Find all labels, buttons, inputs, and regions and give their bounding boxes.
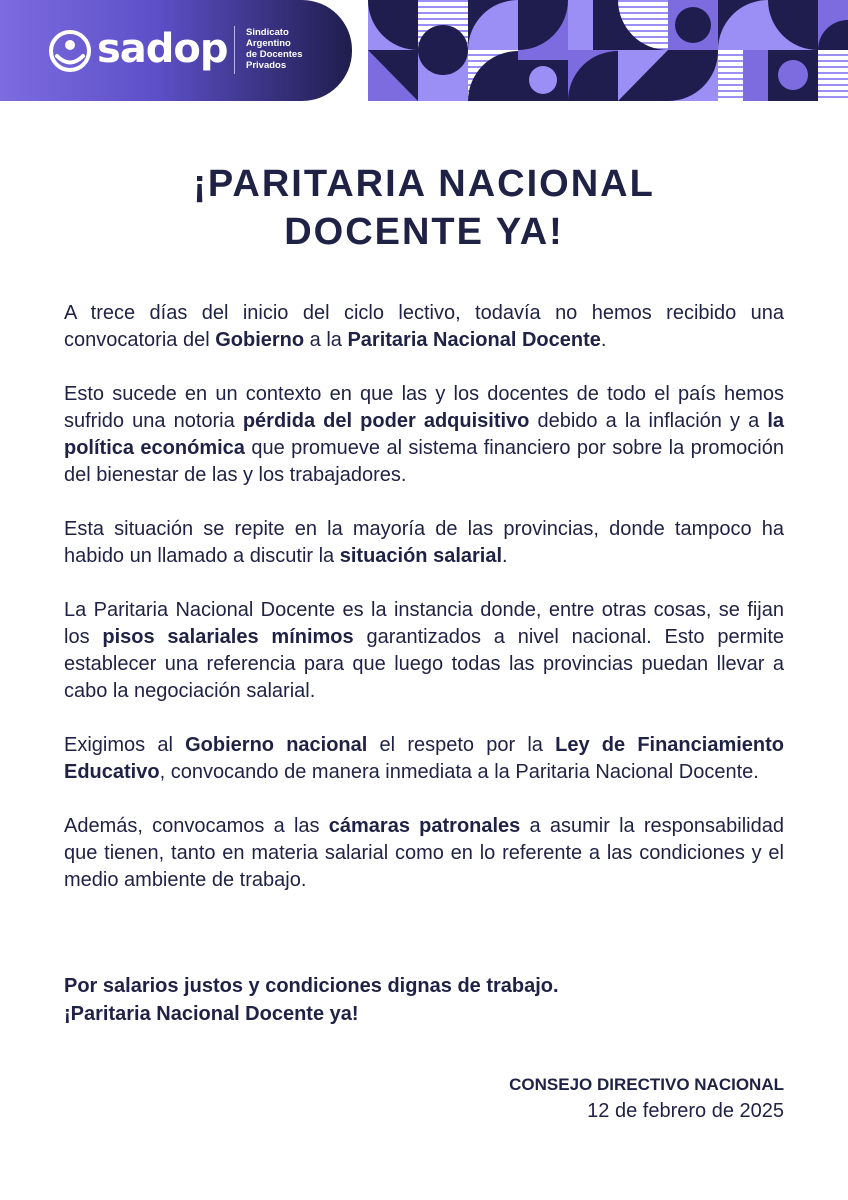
body-paragraph [64, 732, 784, 786]
paragraph-text: Además, convocamos a las [64, 815, 329, 837]
paragraph-text: A trece días del inicio del ciclo lectivo, todavía no hemos recibido una convocatoria del [64, 302, 784, 351]
sadop-logo-icon [48, 29, 92, 73]
logo-wordmark: sadop [97, 26, 228, 72]
signature-date: 12 de febrero de 2025 [587, 1100, 784, 1122]
body-paragraph [64, 597, 784, 705]
paragraph-text: garantizados a nivel nacional. Esto permite establecer una referencia para que luego todas las provincias puedan llevar a cabo la negociación salarial. [64, 626, 785, 702]
body-paragraph [64, 516, 784, 570]
logo-subtitle-line: Argentino [246, 38, 291, 49]
paragraph-text: que promueve al sistema financiero por sobre la promoción del bienestar de las y los trabajadores. [64, 437, 784, 486]
body-paragraph [64, 813, 784, 894]
emphasis-text: Paritaria Nacional Docente [347, 329, 601, 351]
signature-organization: CONSEJO DIRECTIVO NACIONAL [509, 1075, 784, 1094]
closing-line: ¡Paritaria Nacional Docente ya! [64, 1003, 359, 1025]
emphasis-text: la política económica [64, 410, 784, 459]
geometric-pattern-decoration [368, 0, 848, 101]
emphasis-text: Gobierno [215, 329, 305, 351]
paragraph-text: . [600, 329, 607, 351]
emphasis-text: pérdida del poder adquisitivo [242, 410, 530, 432]
paragraph-text: Esta situación se repite en la mayoría de las provincias, donde tampoco ha habido un llamado a discutir la [64, 518, 784, 567]
logo-banner [0, 0, 352, 101]
logo-subtitle-line: Privados [246, 60, 287, 71]
title-line: ¡PARITARIA NACIONAL [193, 163, 655, 205]
paragraph-text: a asumir la responsabilidad que tienen, tanto en materia salarial como en lo referente a las condiciones y el medio ambiente de trabajo. [64, 815, 784, 891]
paragraph-text: a la [304, 329, 348, 351]
logo-subtitle-line: de Docentes [246, 49, 303, 60]
closing-line: Por salarios justos y condiciones dignas de trabajo. [64, 975, 559, 997]
header-banner [0, 0, 848, 101]
emphasis-text: situación salarial [339, 545, 503, 567]
emphasis-text: Ley de Financiamiento Educativo [64, 734, 785, 783]
closing-statement [64, 972, 784, 1028]
page-title [0, 160, 848, 256]
paragraph-text: . [502, 545, 508, 567]
logo-subtitle [246, 27, 303, 71]
title-line: DOCENTE YA! [284, 211, 564, 253]
signature-block [509, 1073, 784, 1125]
emphasis-text: pisos salariales mínimos [102, 626, 354, 648]
paragraph-text: el respeto por la [367, 734, 556, 756]
body-paragraph [64, 381, 784, 489]
paragraph-text: Exigimos al [64, 734, 186, 756]
logo-divider [234, 26, 235, 74]
emphasis-text: Gobierno nacional [185, 734, 368, 756]
logo-subtitle-line: Sindicato [246, 27, 289, 38]
body-paragraph [64, 300, 784, 354]
paragraph-text: La Paritaria Nacional Docente es la instancia donde, entre otras cosas, se fijan los [64, 599, 784, 648]
statement-body [64, 300, 784, 921]
paragraph-text: debido a la inflación y a [529, 410, 768, 432]
paragraph-text: , convocando de manera inmediata a la Paritaria Nacional Docente. [159, 761, 759, 783]
emphasis-text: cámaras patronales [328, 815, 521, 837]
paragraph-text: Esto sucede en un contexto en que las y los docentes de todo el país hemos sufrido una notoria [64, 383, 784, 432]
